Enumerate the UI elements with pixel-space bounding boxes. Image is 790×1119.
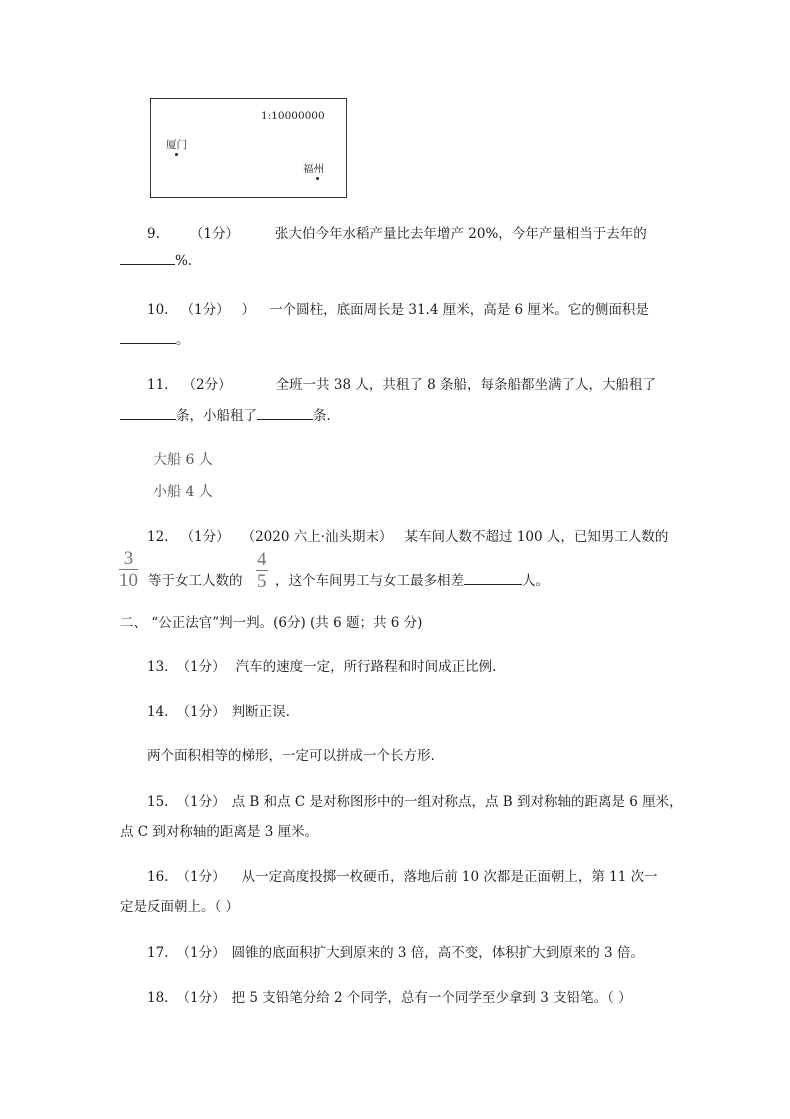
- q13-line: [147, 655, 496, 675]
- q9-line2: [120, 252, 192, 269]
- q18-line: [147, 986, 632, 1006]
- q12-end-a: ，这个车间男工与女工最多相差: [275, 573, 464, 589]
- q10-tail: 。: [176, 332, 190, 348]
- q15-line2: 点 C 到对称轴的距离是 3 厘米。: [120, 824, 319, 840]
- q9-blank: [120, 252, 175, 265]
- q9-tail: %.: [175, 253, 193, 269]
- q12-line1: [147, 525, 668, 545]
- fraction-4-5: [256, 550, 268, 591]
- q12-score: （1分）: [180, 529, 230, 545]
- q17-score: （1分）: [176, 945, 226, 961]
- q13-number: 13.: [147, 659, 169, 675]
- q12-text: 某车间人数不超过 100 人，已知男工人数的: [404, 529, 669, 545]
- fraction-3-10: [119, 549, 138, 590]
- fraction-3-10-denominator: 10: [119, 570, 138, 591]
- map-scale: 1:10000000: [261, 110, 325, 122]
- q13-score: （1分）: [176, 659, 226, 675]
- q10-blank: [120, 331, 176, 344]
- q17-line: [147, 941, 644, 961]
- q10-paren: ）: [241, 302, 256, 318]
- q12-number: 12.: [147, 529, 169, 545]
- q15-text: 点 B 和点 C 是对称图形中的一组对称点，点 B 到对称轴的距离是 6 厘米，: [231, 794, 683, 810]
- fuzhou-point: [316, 177, 319, 180]
- fraction-3-10-numerator: 3: [123, 548, 134, 569]
- q11-line1: [147, 373, 656, 393]
- q11-score: （2分）: [182, 377, 232, 393]
- q9-number: 9.: [147, 226, 160, 242]
- q16-text: 从一定高度投掷一枚硬币，落地后前 10 次都是正面朝上，第 11 次一: [241, 869, 658, 885]
- q11-line2: [120, 404, 331, 424]
- q18-number: 18.: [147, 990, 169, 1006]
- q9-line1: [147, 222, 647, 242]
- q10-text: 一个圆柱，底面周长是 31.4 厘米，高是 6 厘米。它的侧面积是: [269, 302, 649, 318]
- q11-line2-b: 条.: [313, 408, 331, 424]
- q14-score: （1分）: [176, 704, 226, 720]
- q17-number: 17.: [147, 945, 169, 961]
- fraction-4-5-denominator: 5: [257, 571, 267, 592]
- q11-big-boat: 大船 6 人: [153, 452, 213, 468]
- q12-mid: 等于女工人数的: [148, 573, 243, 589]
- map-label-xiamen: 厦门: [166, 139, 187, 151]
- q12-end: [275, 569, 549, 589]
- q10-number: 10.: [147, 302, 169, 318]
- q14-number: 14.: [147, 704, 169, 720]
- q12-blank: [464, 572, 522, 585]
- q11-number: 11.: [147, 377, 169, 393]
- q11-blank-small: [257, 407, 313, 420]
- q16-score: （1分）: [176, 869, 226, 885]
- q14-text: 判断正误.: [231, 704, 290, 720]
- q16-line1: [147, 865, 658, 885]
- q15-number: 15.: [147, 794, 169, 810]
- q12-source: （2020 六上·汕头期末）: [241, 529, 393, 545]
- map-label-fuzhou: 福州: [303, 163, 324, 175]
- q11-text: 全班一共 38 人，共租了 8 条船，每条船都坐满了人，大船租了: [275, 377, 657, 393]
- q17-text: 圆锥的底面积扩大到原来的 3 倍，高不变，体积扩大到原来的 3 倍。: [231, 945, 644, 961]
- q10-score: （1分）: [180, 302, 230, 318]
- q13-text: 汽车的速度一定，所行路程和时间成正比例.: [235, 659, 497, 675]
- q11-blank-big: [120, 407, 176, 420]
- q15-line1: [147, 790, 683, 810]
- q16-number: 16.: [147, 869, 169, 885]
- q11-line2-a: 条，小船租了: [176, 408, 257, 424]
- q9-score: （1分）: [189, 226, 239, 242]
- q14-line2: 两个面积相等的梯形，一定可以拼成一个长方形.: [147, 748, 435, 764]
- q10-line1: [147, 298, 649, 318]
- q15-score: （1分）: [176, 794, 226, 810]
- section-2-heading: 二、 “公正法官”判一判。(6分) (共 6 题；共 6 分): [120, 615, 423, 631]
- q10-line2: [120, 328, 190, 348]
- xiamen-point: [175, 153, 178, 156]
- q11-small-boat: 小船 4 人: [153, 484, 213, 500]
- q18-text: 把 5 支铅笔分给 2 个同学，总有一个同学至少拿到 3 支铅笔。（ ）: [231, 990, 632, 1006]
- q9-text: 张大伯今年水稻产量比去年增产 20%，今年产量相当于去年的: [274, 226, 647, 242]
- q12-end-b: 人。: [522, 573, 549, 589]
- fraction-4-5-numerator: 4: [257, 549, 267, 570]
- map-figure: [150, 98, 347, 198]
- q14-line1: [147, 700, 290, 720]
- q18-score: （1分）: [176, 990, 226, 1006]
- q16-line2: 定是反面朝上。（ ）: [120, 899, 240, 915]
